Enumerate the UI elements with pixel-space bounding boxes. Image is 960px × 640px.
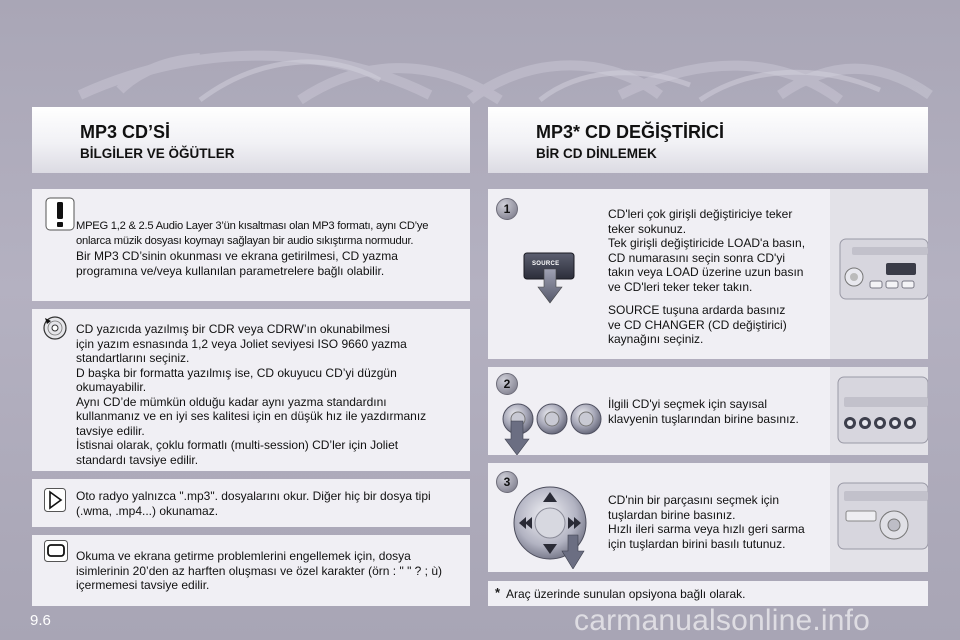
info-panel-mp3-format [32,189,470,301]
cd-writing-instructions: CD yazıcıda yazılmış bir CDR veya CDRW’ın okunabilmesi için yazım esnasında 1,2 veya Joliet seviyesi ISO 9660 yazma standartlarını seçiniz. D başka bir formatta yazılmış ise, CD okuyucu CD’yi düzgün okumayabilir. Aynı CD’de mümkün olduğu kadar aynı yazma standardını kullanmanız ve en iyi ses kalitesi için en düşük hız ile yazdırmanız tavsiye edilir. İstisnai olarak, çoklu formatlı (multi-session) CD’ler için Joliet standardı tavsiye edilir. [76,322,427,467]
info-panel-file-types [32,479,470,527]
step-number-badge: 2 [496,373,518,395]
step-1-source-instructions: SOURCE tuşuna ardarda basınız ve CD CHANGER (CD değiştirici) kaynağını seçiniz. [608,303,787,346]
watermark: carmanualsonline.info [574,604,871,637]
footnote-text: Araç üzerinde sunulan opsiyona bağlı olarak. [506,587,746,601]
source-button-label: SOURCE [532,261,560,267]
footnote-panel [488,581,928,606]
right-section-subtitle: BİR CD DİNLEMEK [536,146,657,161]
navigation-pad-illustration [512,485,598,574]
step-3-instructions: CD'nin bir parçasını seçmek için tuşlardan birine basınız. Hızlı ileri sarma veya hızlı geri sarma için tuşlardan birini basılı tutunuz. [608,493,805,551]
step-panel-1 [488,189,928,359]
step-1-instructions: CD'leri çok girişli değiştiriciye teker teker sokunuz. Tek girişli değiştiricide LOAD'a basın, CD numarasını seçin sonra CD'yi takın veya LOAD üzerine uzun basın ve CD'leri teker teker takın. [608,207,806,294]
step-panel-2 [488,367,928,455]
radio-unit-image-3 [830,463,928,572]
file-types-note: Oto radyo yalnızca ".mp3". dosyalarını okur. Diğer hiç bir dosya tipi (.wma, .mp4...) okunamaz. [76,489,431,518]
right-section-header [488,107,928,173]
left-section-header [32,107,470,173]
source-button-illustration [522,247,578,312]
numeric-keys-illustration [502,401,602,460]
play-triangle-icon [44,488,66,517]
radio-unit-image-2 [830,367,928,455]
radio-unit-image-1 [830,189,928,359]
screen-icon [44,540,68,567]
left-section-title: MP3 CD’Sİ [80,122,171,142]
left-section-subtitle: BİLGİLER VE ÖĞÜTLER [80,146,235,161]
step-number-badge: 3 [496,471,518,493]
info-panel-cd-writing [32,309,470,471]
exclamation-icon [45,197,75,236]
page-number: 9.6 [30,612,51,629]
mp3-reading-note: Bir MP3 CD’sinin okunması ve ekrana getirilmesi, CD yazma programına ve/veya kullanılan parametrelere bağlı olabilir. [76,249,398,278]
right-section-title: MP3* CD DEĞİŞTİRİCİ [536,122,725,142]
step-number-badge: 1 [496,198,518,220]
info-panel-file-names [32,535,470,606]
footnote-star: * [495,585,501,600]
cd-disc-icon [42,315,68,346]
step-panel-3 [488,463,928,572]
file-names-note: Okuma ve ekrana getirme problemlerini engellemek için, dosya isimlerinin 20’den az harften oluşması ve özel karakter (örn : " " ? ; ù) içermemesi tavsiye edilir. [76,549,443,592]
step-2-instructions: İlgili CD'yi seçmek için sayısal klavyenin tuşlarından birine basınız. [608,397,799,426]
mp3-format-description: MPEG 1,2 & 2.5 Audio Layer 3’ün kısaltması olan MP3 formatı, aynı CD’ye onlarca müzik dosyası koymayı sağlayan bir audio sıkıştırma normudur. [76,220,429,247]
